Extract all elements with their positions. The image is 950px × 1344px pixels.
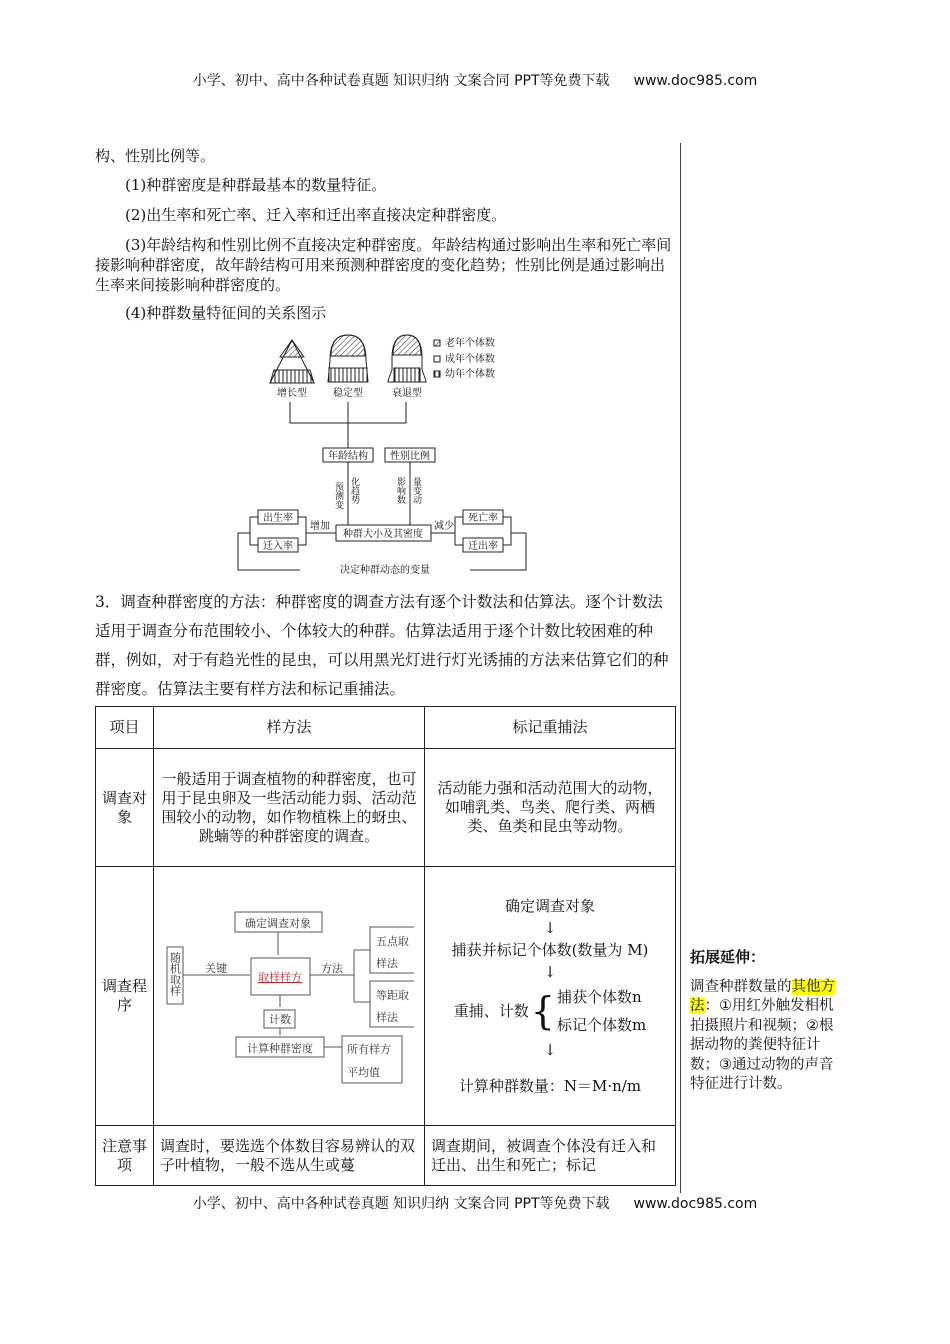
- flow-step: 计数: [269, 1012, 291, 1026]
- row-label: 调查对象: [96, 749, 154, 867]
- page-header: [0, 70, 950, 90]
- flow-label: 方法: [321, 961, 343, 975]
- sex-ratio-box: 性别比例: [390, 451, 430, 462]
- quadrat-procedure-cell: [154, 867, 425, 1126]
- footer-text: 小学、初中、高中各种试卷真题 知识归纳 文案合同 PPT等免费下载: [192, 1196, 610, 1212]
- note-highlight: 方法: [690, 978, 835, 1014]
- flow-step: 确定调查对象: [504, 897, 595, 915]
- flow-step: 标记个体数m: [556, 1016, 647, 1034]
- death-rate-box: 死亡率: [468, 513, 498, 524]
- paragraph: (1)种群密度是种群最基本的数量特征。: [125, 176, 387, 194]
- mark-recapture-procedure-cell: [425, 867, 676, 1126]
- extension-note: [690, 948, 842, 1095]
- paragraph: (2)出生率和死亡率、迁入率和迁出率直接决定种群密度。: [125, 206, 507, 224]
- type-label: 稳定型: [333, 388, 363, 399]
- quadrat-flowchart: [164, 879, 414, 1109]
- bottom-label: 决定种群动态的变量: [340, 565, 430, 576]
- type-label: 衰退型: [392, 388, 422, 399]
- flow-step: 样法: [376, 1010, 398, 1024]
- flow-step: 所有样方: [347, 1042, 391, 1056]
- table-cell: 调查时，要选选个体数目容易辨认的双子叶植物，一般不选从生或蔓: [154, 1126, 425, 1186]
- paragraph: (4)种群数量特征间的关系图示: [125, 304, 327, 322]
- predict-label: 预测变: [333, 482, 343, 509]
- table-header: 标记重捕法: [425, 707, 676, 749]
- note-text: ：①用红外触发相机拍摄照片和视频；②根据动物的粪便特征计数；③通过动物的声音特征进行计数。: [690, 998, 834, 1092]
- note-highlight: 其他: [791, 978, 821, 995]
- flow-step: 随机取样: [168, 951, 182, 996]
- flow-step: 五点取: [376, 934, 409, 948]
- population-relationship-diagram: [230, 330, 550, 580]
- survey-methods-table: [95, 706, 676, 1186]
- affect-label: 影响数: [395, 477, 405, 504]
- header-url[interactable]: www.doc985.com: [633, 73, 758, 89]
- table-header: 样方法: [154, 707, 425, 749]
- type-label: 增长型: [277, 388, 307, 399]
- affect-label: 量变动: [411, 477, 421, 504]
- flow-step: 捕获并标记个体数(数量为 M): [451, 941, 649, 959]
- table-header: 项目: [96, 707, 154, 749]
- flow-step: 平均值: [347, 1065, 380, 1079]
- birth-rate-box: 出生率: [263, 513, 293, 524]
- age-structure-box: 年龄结构: [328, 451, 368, 462]
- decrease-label: 减少: [434, 521, 454, 532]
- flow-step-core: 取样样方: [258, 970, 302, 984]
- legend-item: 幼年个体数: [445, 369, 495, 380]
- flow-step: 样法: [376, 956, 398, 970]
- legend-item: 成年个体数: [445, 354, 495, 365]
- footer-url[interactable]: www.doc985.com: [633, 1196, 758, 1212]
- page-footer: [0, 1193, 950, 1213]
- paragraph: (3)年龄结构和性别比例不直接决定种群密度。年龄结构通过影响出生率和死亡率间接影响种群密度，故年龄结构可用来预测种群密度的变化趋势；性别比例是通过影响出生率来间接影响种群密度的。: [95, 236, 672, 294]
- arrow-down-icon: ↓: [543, 919, 557, 937]
- paragraph: 构、性别比例等。: [95, 147, 216, 165]
- predict-label: 化趋势: [349, 477, 359, 504]
- flow-step: 捕获个体数n: [556, 988, 642, 1006]
- note-title: 拓展延伸：: [690, 948, 766, 966]
- flow-step: 确定调查对象: [245, 916, 311, 930]
- legend-item: 老年个体数: [445, 338, 495, 349]
- row-label: 注意事项: [96, 1126, 154, 1186]
- formula: 计算种群数量：N＝M·n/m: [458, 1077, 642, 1095]
- brace-icon: {: [530, 989, 555, 1033]
- note-text: 调查种群数量的: [690, 978, 792, 995]
- row-label: 调查程序: [96, 867, 154, 1126]
- flow-label: 关键: [205, 961, 227, 975]
- margin-divider: [680, 143, 681, 1193]
- arrow-down-icon: ↓: [543, 963, 557, 981]
- table-cell: 一般适用于调查植物的种群密度，也可用于昆虫卵及一些活动能力弱、活动范围较小的动物，如作物植株上的蚜虫、跳蝻等的种群密度的调查。: [154, 749, 425, 867]
- paragraph: 3．调查种群密度的方法：种群密度的调查方法有逐个计数法和估算法。逐个计数法适用于调查分布范围较小、个体较大的种群。估算法适用于逐个计数比较困难的种群，例如，对于有趋光性的昆虫，可以用黑光灯进行灯光诱捕的方法来估算它们的种群密度。估算法主要有样方法和标记重捕法。: [95, 593, 669, 698]
- flow-step: 计算种群密度: [247, 1041, 313, 1055]
- header-text: 小学、初中、高中各种试卷真题 知识归纳 文案合同 PPT等免费下载: [192, 73, 610, 89]
- increase-label: 增加: [310, 521, 330, 532]
- arrow-down-icon: ↓: [543, 1041, 557, 1059]
- flow-step: 等距取: [376, 988, 409, 1002]
- flow-step: 重捕、计数: [453, 1002, 529, 1020]
- emigration-rate-box: 迁出率: [468, 541, 498, 552]
- population-density-box: 种群大小及其密度: [343, 529, 423, 540]
- immigration-rate-box: 迁入率: [263, 541, 293, 552]
- table-cell: 调查期间，被调查个体没有迁入和迁出、出生和死亡；标记: [425, 1126, 676, 1186]
- table-cell: 活动能力强和活动范围大的动物，如哺乳类、鸟类、爬行类、两栖类、鱼类和昆虫等动物。: [425, 749, 676, 867]
